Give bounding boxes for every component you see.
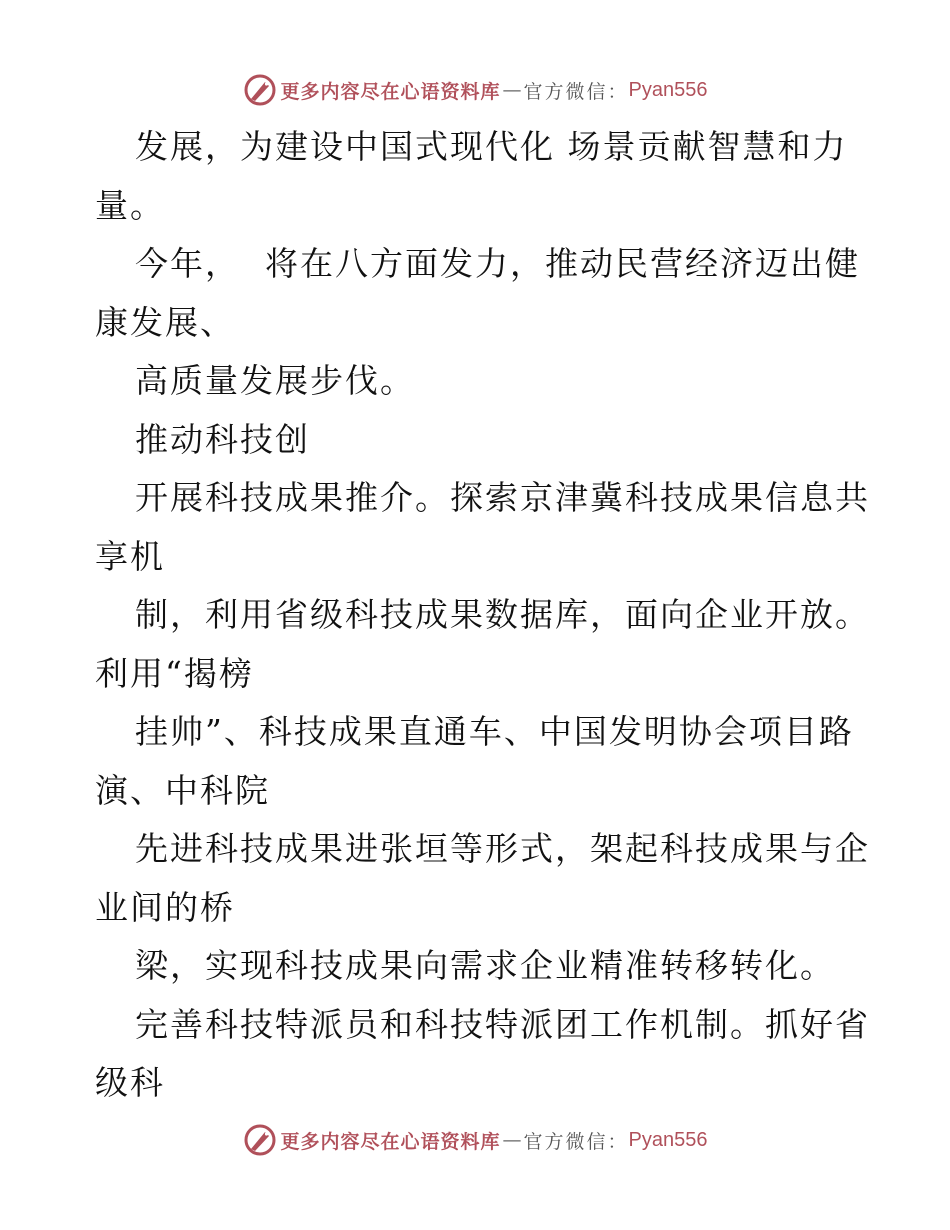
text-line: 开展科技成果推介。探索京津冀科技成果信息共 [135,478,870,517]
text-line: 高质量发展步伐。 [135,361,415,400]
text-line: 利用“揭榜 [95,653,254,693]
footer-watermark [0,1120,950,1160]
header-watermark [0,70,950,110]
text-line: 推动科技创 [135,419,310,459]
text-line: 业间的桥 [95,887,235,927]
separator-dash: — [502,79,522,101]
document-body [95,118,870,1113]
fountain-pen-logo-icon [243,1123,277,1157]
text-line: 发展，为建设中国式现代化 场景贡献智慧和力 [135,127,848,166]
text-line: 先进科技成果进张垣等形式，架起科技成果与企 [135,829,870,868]
text-line: 演、中科院 [95,770,270,810]
wechat-label: 官方微信： [523,1130,629,1153]
text-line: 今年， 将在八方面发力，推动民营经济迈出健 [135,244,860,283]
fountain-pen-logo-icon [243,73,277,107]
site-name: 更多内容尽在心语资料库 [280,1130,501,1153]
text-line: 量。 [95,185,165,225]
wechat-label: 官方微信： [523,80,629,103]
text-line: 享机 [95,536,165,576]
text-line: 梁，实现科技成果向需求企业精准转移转化。 [135,946,835,985]
text-line: 挂帅”、科技成果直通车、中国发明协会项目路 [135,712,854,751]
text-line: 级科 [95,1063,165,1102]
wechat-id: Pyan556 [628,1128,708,1151]
text-line: 康发展、 [95,302,235,342]
text-line: 完善科技特派员和科技特派团工作机制。抓好省 [135,1004,870,1044]
wechat-id: Pyan556 [628,78,708,101]
site-name: 更多内容尽在心语资料库 [280,80,501,103]
separator-dash: — [502,1129,522,1151]
text-line: 制，利用省级科技成果数据库，面向企业开放。 [135,595,870,634]
